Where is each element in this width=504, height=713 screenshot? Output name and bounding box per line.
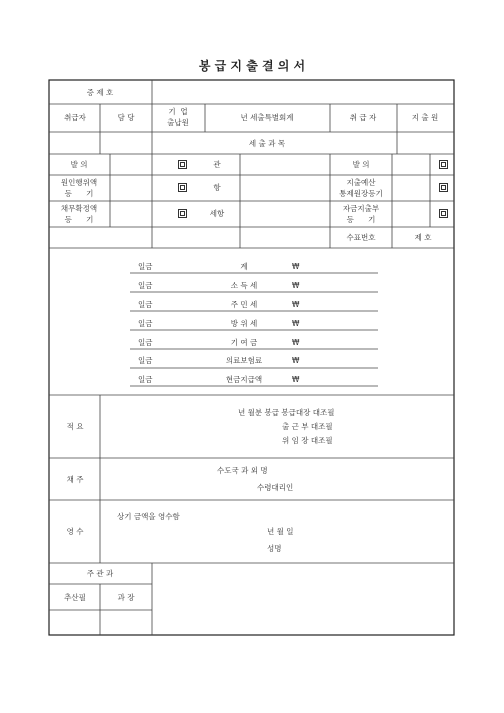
- seal-icon: [439, 183, 448, 192]
- chwigeupja-label: 취급자: [64, 113, 86, 122]
- amount-prefix: 일금: [138, 300, 153, 309]
- document-title: 봉 급 지 출 결 의 서: [198, 59, 306, 73]
- amount-prefix: 일금: [138, 375, 153, 384]
- jeokyo-label: 적 요: [66, 422, 84, 431]
- seal-icon: [178, 160, 187, 169]
- seal-icon: [178, 209, 187, 218]
- amount-label: 의료보험료: [225, 356, 263, 365]
- hang-label: 항: [213, 183, 221, 192]
- amount-prefix: 일금: [138, 281, 153, 290]
- amount-label: 계: [240, 262, 248, 271]
- yeongsu-name: 성명: [267, 544, 282, 553]
- won-icon: ₩: [292, 300, 300, 309]
- yeongsu-date: 년 월 일: [267, 527, 294, 536]
- supyo-label: 수표번호: [346, 233, 376, 242]
- bal-ui-right-label: 발 의: [352, 160, 370, 169]
- je-ho-label: 제 호: [414, 233, 432, 242]
- chemu-left-label: 채무확정액 등 기: [60, 204, 98, 224]
- gwajang-label: 과 장: [117, 593, 135, 602]
- won-icon: ₩: [292, 356, 300, 365]
- bal-ui-left-label: 발 의: [70, 160, 88, 169]
- year-account-label: 년 세출특별회계: [240, 113, 294, 122]
- jeungje-label: 증 제 호: [86, 88, 114, 97]
- jeokyo-line1: 년 월분 봉급 봉급대장 대조필: [238, 408, 335, 417]
- sechul-gwamok-label: 세 출 과 목: [248, 139, 286, 148]
- wonin-left-label: 원인행위액 등 기: [60, 178, 98, 198]
- jageum-right-label: 자금지출부 등 기: [342, 204, 380, 224]
- yeongsu-line1: 상기 금액을 영수함: [117, 512, 180, 521]
- jichul-right-label: 지출예산 통제원장등기: [339, 178, 383, 198]
- won-icon: ₩: [292, 281, 300, 290]
- amount-prefix: 일금: [138, 338, 153, 347]
- won-icon: ₩: [292, 262, 300, 271]
- amount-label: 기 여 금: [230, 338, 258, 347]
- yeongsu-label: 영 수: [66, 527, 84, 536]
- jeokyo-line2: 출 근 부 대조필: [282, 422, 333, 431]
- chaeju-line1: 수도국 과 외 명: [217, 466, 268, 475]
- jugwangwa-label: 주 관 과: [86, 569, 114, 578]
- chaeju-line2: 수령대리인: [257, 483, 294, 492]
- chusanpil-label: 추산필: [64, 593, 86, 602]
- amount-label: 소 득 세: [230, 281, 258, 290]
- seal-icon: [439, 209, 448, 218]
- won-icon: ₩: [292, 338, 300, 347]
- damdang-label: 담 당: [117, 113, 135, 122]
- seal-icon: [178, 183, 187, 192]
- chaeju-label: 채 주: [66, 475, 84, 484]
- amount-label: 현금지급액: [225, 375, 263, 384]
- amount-label: 방 위 세: [230, 319, 258, 328]
- seal-icon: [439, 160, 448, 169]
- amount-label: 주 민 세: [230, 300, 258, 309]
- amount-prefix: 일금: [138, 262, 153, 271]
- jeokyo-line3: 위 임 장 대조필: [282, 436, 333, 445]
- jichulwon-label: 지 출 원: [411, 113, 439, 122]
- amount-prefix: 일금: [138, 319, 153, 328]
- won-icon: ₩: [292, 375, 300, 384]
- amount-prefix: 일금: [138, 356, 153, 365]
- gieop-chulnabwon-label: 기 업 출납원: [167, 107, 189, 127]
- gwan-label: 관: [213, 160, 221, 169]
- chwigeupja2-label: 취 급 자: [349, 113, 377, 122]
- won-icon: ₩: [292, 319, 300, 328]
- sehang-label: 세항: [209, 209, 225, 218]
